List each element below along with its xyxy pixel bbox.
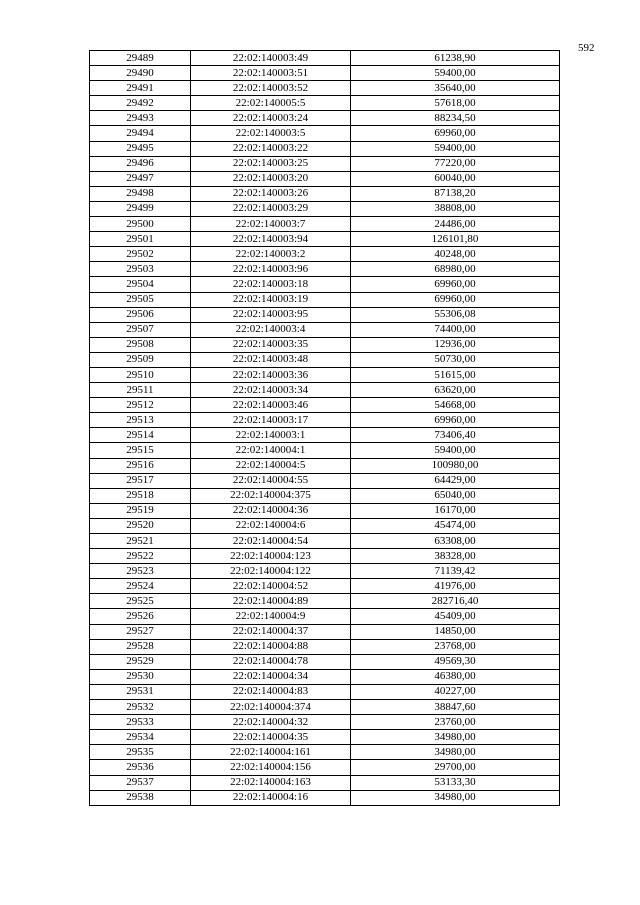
row-number-cell: 29533 — [90, 715, 191, 730]
cadastral-number-cell: 22:02:140003:25 — [191, 156, 351, 171]
cadastral-value-cell: 63620,00 — [351, 383, 560, 398]
cadastral-number-cell: 22:02:140004:78 — [191, 654, 351, 669]
cadastral-number-cell: 22:02:140003:24 — [191, 111, 351, 126]
table-row — [90, 684, 560, 699]
table-row — [90, 609, 560, 624]
cadastral-number-cell: 22:02:140003:46 — [191, 398, 351, 413]
cadastral-number-cell: 22:02:140004:32 — [191, 715, 351, 730]
row-number-cell: 29497 — [90, 171, 191, 186]
table-row — [90, 126, 560, 141]
table-row — [90, 141, 560, 156]
cadastral-value-cell: 45409,00 — [351, 609, 560, 624]
cadastral-number-cell: 22:02:140003:19 — [191, 292, 351, 307]
row-number-cell: 29494 — [90, 126, 191, 141]
row-number-cell: 29492 — [90, 96, 191, 111]
row-number-cell: 29517 — [90, 473, 191, 488]
row-number-cell: 29531 — [90, 684, 191, 699]
cadastral-number-cell: 22:02:140004:16 — [191, 790, 351, 805]
cadastral-number-cell: 22:02:140004:122 — [191, 564, 351, 579]
cadastral-value-cell: 57618,00 — [351, 96, 560, 111]
row-number-cell: 29532 — [90, 700, 191, 715]
row-number-cell: 29524 — [90, 579, 191, 594]
cadastral-number-cell: 22:02:140003:18 — [191, 277, 351, 292]
cadastral-value-cell: 24486,00 — [351, 217, 560, 232]
table-row — [90, 503, 560, 518]
cadastral-value-cell: 73406,40 — [351, 428, 560, 443]
cadastral-value-cell: 68980,00 — [351, 262, 560, 277]
cadastral-number-cell: 22:02:140003:5 — [191, 126, 351, 141]
table-row — [90, 186, 560, 201]
row-number-cell: 29525 — [90, 594, 191, 609]
table-row — [90, 669, 560, 684]
row-number-cell: 29504 — [90, 277, 191, 292]
cadastral-value-cell: 16170,00 — [351, 503, 560, 518]
row-number-cell: 29493 — [90, 111, 191, 126]
table-row — [90, 352, 560, 367]
cadastral-number-cell: 22:02:140003:1 — [191, 428, 351, 443]
cadastral-value-cell: 53133,30 — [351, 775, 560, 790]
table-row — [90, 624, 560, 639]
cadastral-number-cell: 22:02:140004:55 — [191, 473, 351, 488]
cadastral-number-cell: 22:02:140003:29 — [191, 201, 351, 216]
table-row — [90, 458, 560, 473]
cadastral-value-cell: 34980,00 — [351, 745, 560, 760]
registry-table-body — [90, 51, 560, 806]
cadastral-value-cell: 77220,00 — [351, 156, 560, 171]
row-number-cell: 29538 — [90, 790, 191, 805]
table-row — [90, 232, 560, 247]
row-number-cell: 29513 — [90, 413, 191, 428]
table-row — [90, 534, 560, 549]
cadastral-number-cell: 22:02:140003:20 — [191, 171, 351, 186]
row-number-cell: 29514 — [90, 428, 191, 443]
cadastral-value-cell: 54668,00 — [351, 398, 560, 413]
row-number-cell: 29503 — [90, 262, 191, 277]
cadastral-value-cell: 88234,50 — [351, 111, 560, 126]
cadastral-value-cell: 34980,00 — [351, 730, 560, 745]
cadastral-number-cell: 22:02:140004:1 — [191, 443, 351, 458]
row-number-cell: 29530 — [90, 669, 191, 684]
row-number-cell: 29509 — [90, 352, 191, 367]
table-row — [90, 790, 560, 805]
table-row — [90, 337, 560, 352]
table-row — [90, 594, 560, 609]
cadastral-number-cell: 22:02:140004:161 — [191, 745, 351, 760]
cadastral-value-cell: 49569,30 — [351, 654, 560, 669]
table-row — [90, 428, 560, 443]
cadastral-value-cell: 71139,42 — [351, 564, 560, 579]
row-number-cell: 29516 — [90, 458, 191, 473]
table-row — [90, 518, 560, 533]
table-row — [90, 564, 560, 579]
cadastral-number-cell: 22:02:140004:163 — [191, 775, 351, 790]
cadastral-value-cell: 41976,00 — [351, 579, 560, 594]
row-number-cell: 29510 — [90, 367, 191, 382]
cadastral-number-cell: 22:02:140003:95 — [191, 307, 351, 322]
cadastral-number-cell: 22:02:140004:375 — [191, 488, 351, 503]
cadastral-number-cell: 22:02:140004:36 — [191, 503, 351, 518]
row-number-cell: 29535 — [90, 745, 191, 760]
cadastral-number-cell: 22:02:140004:374 — [191, 700, 351, 715]
cadastral-number-cell: 22:02:140004:123 — [191, 549, 351, 564]
cadastral-value-cell: 45474,00 — [351, 518, 560, 533]
cadastral-number-cell: 22:02:140003:51 — [191, 66, 351, 81]
table-row — [90, 398, 560, 413]
table-row — [90, 111, 560, 126]
row-number-cell: 29498 — [90, 186, 191, 201]
cadastral-value-cell: 65040,00 — [351, 488, 560, 503]
cadastral-value-cell: 61238,90 — [351, 51, 560, 66]
row-number-cell: 29499 — [90, 201, 191, 216]
cadastral-number-cell: 22:02:140003:22 — [191, 141, 351, 156]
row-number-cell: 29528 — [90, 639, 191, 654]
table-row — [90, 51, 560, 66]
table-row — [90, 639, 560, 654]
table-row — [90, 277, 560, 292]
cadastral-value-cell: 40248,00 — [351, 247, 560, 262]
table-row — [90, 247, 560, 262]
cadastral-number-cell: 22:02:140005:5 — [191, 96, 351, 111]
cadastral-value-cell: 69960,00 — [351, 292, 560, 307]
cadastral-value-cell: 69960,00 — [351, 126, 560, 141]
row-number-cell: 29505 — [90, 292, 191, 307]
table-row — [90, 262, 560, 277]
cadastral-value-cell: 59400,00 — [351, 443, 560, 458]
row-number-cell: 29496 — [90, 156, 191, 171]
row-number-cell: 29495 — [90, 141, 191, 156]
cadastral-value-cell: 23768,00 — [351, 639, 560, 654]
row-number-cell: 29508 — [90, 337, 191, 352]
row-number-cell: 29518 — [90, 488, 191, 503]
row-number-cell: 29521 — [90, 534, 191, 549]
registry-table — [89, 50, 560, 806]
cadastral-value-cell: 38808,00 — [351, 201, 560, 216]
row-number-cell: 29537 — [90, 775, 191, 790]
row-number-cell: 29507 — [90, 322, 191, 337]
cadastral-value-cell: 69960,00 — [351, 413, 560, 428]
row-number-cell: 29511 — [90, 383, 191, 398]
cadastral-number-cell: 22:02:140004:34 — [191, 669, 351, 684]
cadastral-number-cell: 22:02:140004:89 — [191, 594, 351, 609]
cadastral-number-cell: 22:02:140003:49 — [191, 51, 351, 66]
table-row — [90, 367, 560, 382]
cadastral-value-cell: 87138,20 — [351, 186, 560, 201]
table-row — [90, 443, 560, 458]
cadastral-number-cell: 22:02:140003:4 — [191, 322, 351, 337]
cadastral-value-cell: 38328,00 — [351, 549, 560, 564]
cadastral-value-cell: 59400,00 — [351, 141, 560, 156]
cadastral-value-cell: 12936,00 — [351, 337, 560, 352]
cadastral-number-cell: 22:02:140003:7 — [191, 217, 351, 232]
row-number-cell: 29529 — [90, 654, 191, 669]
cadastral-value-cell: 46380,00 — [351, 669, 560, 684]
table-row — [90, 81, 560, 96]
cadastral-value-cell: 126101,80 — [351, 232, 560, 247]
table-row — [90, 473, 560, 488]
cadastral-value-cell: 29700,00 — [351, 760, 560, 775]
cadastral-value-cell: 35640,00 — [351, 81, 560, 96]
table-row — [90, 307, 560, 322]
table-row — [90, 488, 560, 503]
table-row — [90, 745, 560, 760]
row-number-cell: 29536 — [90, 760, 191, 775]
row-number-cell: 29500 — [90, 217, 191, 232]
cadastral-value-cell: 34980,00 — [351, 790, 560, 805]
cadastral-value-cell: 282716,40 — [351, 594, 560, 609]
cadastral-number-cell: 22:02:140003:48 — [191, 352, 351, 367]
row-number-cell: 29520 — [90, 518, 191, 533]
cadastral-value-cell: 64429,00 — [351, 473, 560, 488]
cadastral-number-cell: 22:02:140003:94 — [191, 232, 351, 247]
table-row — [90, 217, 560, 232]
cadastral-value-cell: 59400,00 — [351, 66, 560, 81]
cadastral-number-cell: 22:02:140003:26 — [191, 186, 351, 201]
row-number-cell: 29519 — [90, 503, 191, 518]
cadastral-value-cell: 40227,00 — [351, 684, 560, 699]
row-number-cell: 29512 — [90, 398, 191, 413]
table-row — [90, 413, 560, 428]
table-row — [90, 66, 560, 81]
cadastral-value-cell: 100980,00 — [351, 458, 560, 473]
page-number: 592 — [578, 42, 595, 54]
row-number-cell: 29506 — [90, 307, 191, 322]
cadastral-value-cell: 69960,00 — [351, 277, 560, 292]
row-number-cell: 29534 — [90, 730, 191, 745]
row-number-cell: 29522 — [90, 549, 191, 564]
cadastral-value-cell: 55306,08 — [351, 307, 560, 322]
row-number-cell: 29526 — [90, 609, 191, 624]
cadastral-number-cell: 22:02:140004:6 — [191, 518, 351, 533]
table-row — [90, 156, 560, 171]
cadastral-value-cell: 60040,00 — [351, 171, 560, 186]
cadastral-number-cell: 22:02:140004:52 — [191, 579, 351, 594]
table-row — [90, 730, 560, 745]
cadastral-number-cell: 22:02:140003:96 — [191, 262, 351, 277]
cadastral-number-cell: 22:02:140004:5 — [191, 458, 351, 473]
table-row — [90, 654, 560, 669]
row-number-cell: 29491 — [90, 81, 191, 96]
row-number-cell: 29527 — [90, 624, 191, 639]
table-row — [90, 775, 560, 790]
cadastral-number-cell: 22:02:140003:34 — [191, 383, 351, 398]
row-number-cell: 29502 — [90, 247, 191, 262]
cadastral-value-cell: 23760,00 — [351, 715, 560, 730]
cadastral-value-cell: 14850,00 — [351, 624, 560, 639]
cadastral-number-cell: 22:02:140004:54 — [191, 534, 351, 549]
cadastral-number-cell: 22:02:140004:88 — [191, 639, 351, 654]
table-row — [90, 700, 560, 715]
cadastral-number-cell: 22:02:140004:156 — [191, 760, 351, 775]
cadastral-value-cell: 63308,00 — [351, 534, 560, 549]
cadastral-number-cell: 22:02:140003:17 — [191, 413, 351, 428]
table-row — [90, 579, 560, 594]
cadastral-value-cell: 38847,60 — [351, 700, 560, 715]
row-number-cell: 29489 — [90, 51, 191, 66]
row-number-cell: 29523 — [90, 564, 191, 579]
table-row — [90, 760, 560, 775]
cadastral-value-cell: 50730,00 — [351, 352, 560, 367]
table-row — [90, 292, 560, 307]
table-row — [90, 96, 560, 111]
table-row — [90, 201, 560, 216]
cadastral-number-cell: 22:02:140003:2 — [191, 247, 351, 262]
row-number-cell: 29501 — [90, 232, 191, 247]
table-row — [90, 322, 560, 337]
row-number-cell: 29515 — [90, 443, 191, 458]
cadastral-number-cell: 22:02:140004:9 — [191, 609, 351, 624]
cadastral-number-cell: 22:02:140003:52 — [191, 81, 351, 96]
cadastral-number-cell: 22:02:140004:35 — [191, 730, 351, 745]
row-number-cell: 29490 — [90, 66, 191, 81]
table-row — [90, 715, 560, 730]
cadastral-value-cell: 74400,00 — [351, 322, 560, 337]
cadastral-value-cell: 51615,00 — [351, 367, 560, 382]
table-row — [90, 549, 560, 564]
table-row — [90, 171, 560, 186]
table-row — [90, 383, 560, 398]
cadastral-number-cell: 22:02:140004:37 — [191, 624, 351, 639]
cadastral-number-cell: 22:02:140003:36 — [191, 367, 351, 382]
cadastral-number-cell: 22:02:140004:83 — [191, 684, 351, 699]
cadastral-number-cell: 22:02:140003:35 — [191, 337, 351, 352]
